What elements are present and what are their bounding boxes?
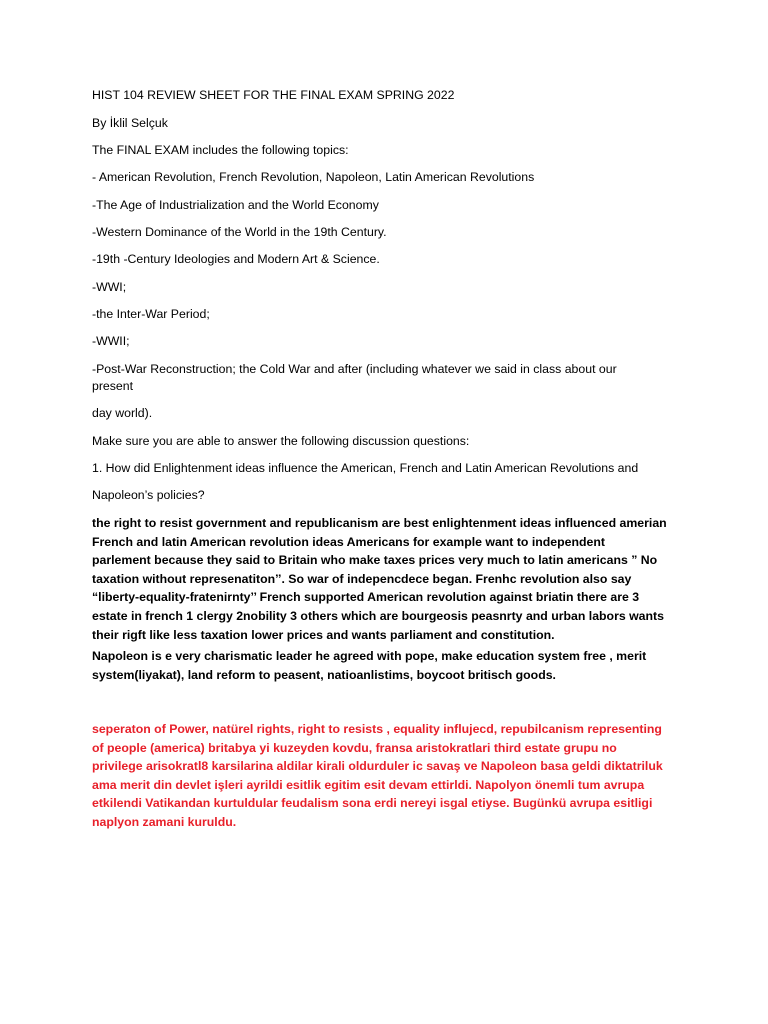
answer-line: system(liyakat), land reform to peasent, natioanlistims, boycoot britisch goods. <box>92 667 556 682</box>
note-line: naplyon zamani kuruldu. <box>92 814 237 829</box>
topic-item: -the Inter-War Period; <box>92 307 210 321</box>
note-line: etkilendi Vatikandan kurtuldular feudalism sona erdi nereyi isgal etiyse. Bugünkü avrupa esitligi <box>92 796 653 811</box>
answer-line: their rigft like less taxation lower prices and wants parliament and constitution. <box>92 627 555 642</box>
instructions-line: Make sure you are able to answer the following discussion questions: <box>92 434 470 448</box>
topic-item: present <box>92 379 134 393</box>
topic-item: -19th -Century Ideologies and Modern Art & Science. <box>92 252 380 266</box>
answer-line: Napoleon is e very charismatic leader he agreed with pope, make education system free , merit <box>92 649 647 663</box>
note-line: of people (america) britabya yi kuzeyden kovdu, fransa aristokratlari third estate grupu no <box>92 740 617 755</box>
answer-line: French and latin American revolution ideas Americans for example want to independent <box>92 534 605 549</box>
intro-line: The FINAL EXAM includes the following topics: <box>92 143 349 157</box>
topic-item: -WWII; <box>92 334 130 348</box>
red-notes-paragraph <box>92 720 682 832</box>
author-line: By İklil Selçuk <box>92 116 168 130</box>
answer-paragraph-1 <box>92 514 682 644</box>
note-line: ama merit din devlet işleri ayrildi esitlik egitim esit devam ettirldi. Napolyon önemli tum avrupa <box>92 777 645 792</box>
topic-item: -WWI; <box>92 280 127 294</box>
answer-line: the right to resist government and republicanism are best enlightenment ideas influenced amerian <box>92 516 667 530</box>
answer-line: estate in french 1 clergy 2nobility 3 others which are bourgeosis peasnrty and urban labors wants <box>92 608 664 623</box>
answer-line: taxation without represenatiton’’. So war of indepencdece began. Frenhc revolution also say <box>92 571 632 586</box>
topic-item: - American Revolution, French Revolution, Napoleon, Latin American Revolutions <box>92 170 535 184</box>
document-title: HIST 104 REVIEW SHEET FOR THE FINAL EXAM SPRING 2022 <box>92 88 455 102</box>
question-1-line-1: 1. How did Enlightenment ideas influence the American, French and Latin American Revolutions and <box>92 461 639 475</box>
answer-line: parlement because they said to Britain who make taxes prices very much to latin americans ” No <box>92 553 658 568</box>
answer-paragraph-2 <box>92 647 682 684</box>
topic-item: -The Age of Industrialization and the World Economy <box>92 198 379 212</box>
note-line: seperaton of Power, natürel rights, right to resists , equality influjecd, repubilcanism representing <box>92 722 662 736</box>
topic-item: -Western Dominance of the World in the 19th Century. <box>92 225 387 239</box>
answer-line: “liberty-equality-fratenirnty’’ French supported American revolution against briatin there are 3 <box>92 590 640 605</box>
question-1-line-2: Napoleon’s policies? <box>92 488 205 502</box>
note-line: privilege arisokratl8 karsilarina aldilar kirali oldurduler ic savaş ve Napoleon basa geldi diktatriluk <box>92 759 663 774</box>
topic-item: day world). <box>92 406 153 420</box>
topic-item: -Post-War Reconstruction; the Cold War and after (including whatever we said in class about our <box>92 362 617 376</box>
